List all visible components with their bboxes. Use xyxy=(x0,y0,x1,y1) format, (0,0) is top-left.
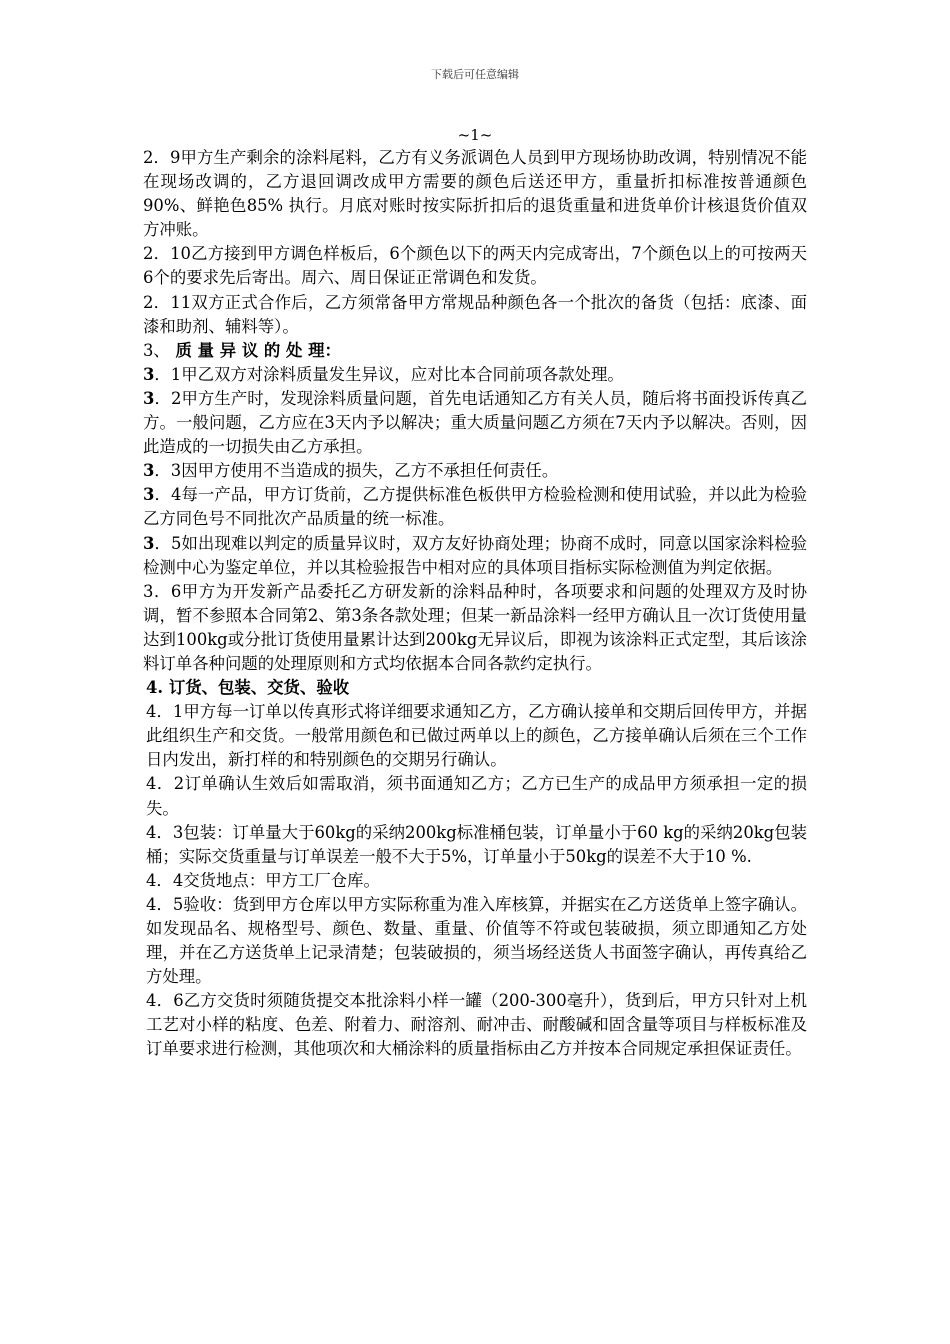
clause-number: 2． xyxy=(143,244,171,264)
clause-number: 3 xyxy=(143,388,155,408)
clause-text: ．1甲乙双方对涂料质量发生异议，应对比本合同前项各款处理。 xyxy=(154,364,624,384)
section-number: 3、 xyxy=(143,340,170,360)
clause-number: 4． xyxy=(146,870,173,890)
clause-text: 6甲方为开发新产品委托乙方研发新的涂料品种时，各项要求和问题的处理双方及时协调，暂不参照本合同第2、第3条各款处理；但某一新品涂料一经甲方确认且一次订货使用量达到100kg或分批订货使用量累计达到200kg无异议后，即视为该涂料正式定型，其后该涂料订单各种问题的处理原则和方式均依据本合同各款约定执行。 xyxy=(143,581,807,673)
clause-number: 4． xyxy=(146,774,174,794)
section-title: 质 量 异 议 的 处 理： xyxy=(169,340,341,360)
paragraph-2-11 xyxy=(143,291,807,339)
clause-text: 5验收：货到甲方仓库以甲方实际称重为准入库核算，并据实在乙方送货单上签字确认。如发现品名、规格型号、颜色、数量、重量、价值等不符或包装破损，须立即通知乙方处理，并在乙方送货单上记录清楚；包装破损的，须当场经送货人书面签字确认，再传真给乙方处理。 xyxy=(146,894,807,987)
section-heading-3 xyxy=(143,339,807,363)
clause-number: 3． xyxy=(143,581,171,601)
paragraph-4-1 xyxy=(143,700,807,772)
paragraph-4-5 xyxy=(143,893,807,989)
clause-text: 3包装：订单量大于60kg的采纳200kg标准桶包装，订单量小于60 kg的采纳20kg包装桶；实际交货重量与订单误差一般不大于5%，订单量小于50kg的误差不大于10 %. xyxy=(146,822,807,866)
paragraph-2-9 xyxy=(143,146,807,242)
page-number: ~1~ xyxy=(457,126,493,144)
clause-number: 3 xyxy=(143,364,155,384)
paragraph-3-5 xyxy=(143,532,807,580)
clause-text: 11双方正式合作后，乙方须常备甲方常规品种颜色各一个批次的备货（包括：底漆、面漆和助剂、辅料等）。 xyxy=(143,292,807,336)
clause-text: 6乙方交货时须随货提交本批涂料小样一罐（200-300毫升），货到后，甲方只针对上机工艺对小样的粘度、色差、附着力、耐溶剂、耐冲击、耐酸碱和固含量等项目与样板标准及订单要求进行检测，其他项次和大桶涂料的质量指标由乙方并按本合同规定承担保证责任。 xyxy=(146,991,807,1059)
section-heading-4 xyxy=(143,676,807,700)
paragraph-4-3 xyxy=(143,821,807,869)
clause-number: 2． xyxy=(143,148,171,167)
paragraph-4-6 xyxy=(143,989,807,1061)
paragraph-3-1 xyxy=(143,363,807,387)
clause-text: 9甲方生产剩余的涂料尾料，乙方有义务派调色人员到甲方现场协助改调，特别情况不能在现场改调的，乙方退回调改成甲方需要的颜色后送还甲方，重量折扣标准按普通颜色90%、鲜艳色85% 执行。月底对账时按实际折扣后的退货重量和进货单价计核退货价值双方冲账。 xyxy=(143,148,807,240)
clause-text: ．3因甲方使用不当造成的损失，乙方不承担任何责任。 xyxy=(154,461,559,481)
section-title: 4. 订货、包装、交货、验收 xyxy=(146,678,350,698)
paragraph-4-4 xyxy=(143,869,807,893)
clause-text: ．5如出现难以判定的质量异议时，双方友好协商处理；协商不成时，同意以国家涂料检验检测中心为鉴定单位，并以其检验报告中相对应的具体项目指标实际检测值为判定依据。 xyxy=(143,533,807,577)
clause-number: 4． xyxy=(146,894,173,914)
clause-number: 4． xyxy=(146,991,174,1011)
clause-text: 1甲方每一订单以传真形式将详细要求通知乙方，乙方确认接单和交期后回传甲方，并据此组织生产和交货。一般常用颜色和已做过两单以上的颜色，乙方接单确认后须在三个工作日内发出，新打样的和特别颜色的交期另行确认。 xyxy=(146,702,807,770)
document-body xyxy=(143,146,807,1062)
clause-text: 4交货地点：甲方工厂仓库。 xyxy=(172,870,380,890)
clause-number: 4． xyxy=(146,702,173,722)
clause-number: 3 xyxy=(143,533,155,553)
page-header: 下载后可任意编辑 xyxy=(431,68,519,81)
paragraph-2-10 xyxy=(143,242,807,290)
paragraph-3-3 xyxy=(143,459,807,483)
clause-number: 2． xyxy=(143,292,171,312)
paragraph-3-6 xyxy=(143,580,807,676)
paragraph-4-2 xyxy=(143,772,807,820)
clause-text: ．4每一产品，甲方订货前，乙方提供标准色板供甲方检验检测和使用试验，并以此为检验乙方同色号不同批次产品质量的统一标准。 xyxy=(143,485,807,529)
clause-number: 4． xyxy=(146,822,173,842)
clause-text: 10乙方接到甲方调色样板后，6个颜色以下的两天内完成寄出，7个颜色以上的可按两天6个的要求先后寄出。周六、周日保证正常调色和发货。 xyxy=(143,244,807,288)
clause-number: 3 xyxy=(143,485,155,505)
paragraph-3-4 xyxy=(143,483,807,531)
paragraph-3-2 xyxy=(143,387,807,459)
clause-text: ．2甲方生产时，发现涂料质量问题，首先电话通知乙方有关人员，随后将书面投诉传真乙方。一般问题，乙方应在3天内予以解决；重大质量问题乙方须在7天内予以解决。否则，因此造成的一切损失由乙方承担。 xyxy=(143,388,807,457)
clause-text: 2订单确认生效后如需取消，须书面通知乙方；乙方已生产的成品甲方须承担一定的损失。 xyxy=(146,774,807,818)
clause-number: 3 xyxy=(143,461,155,481)
